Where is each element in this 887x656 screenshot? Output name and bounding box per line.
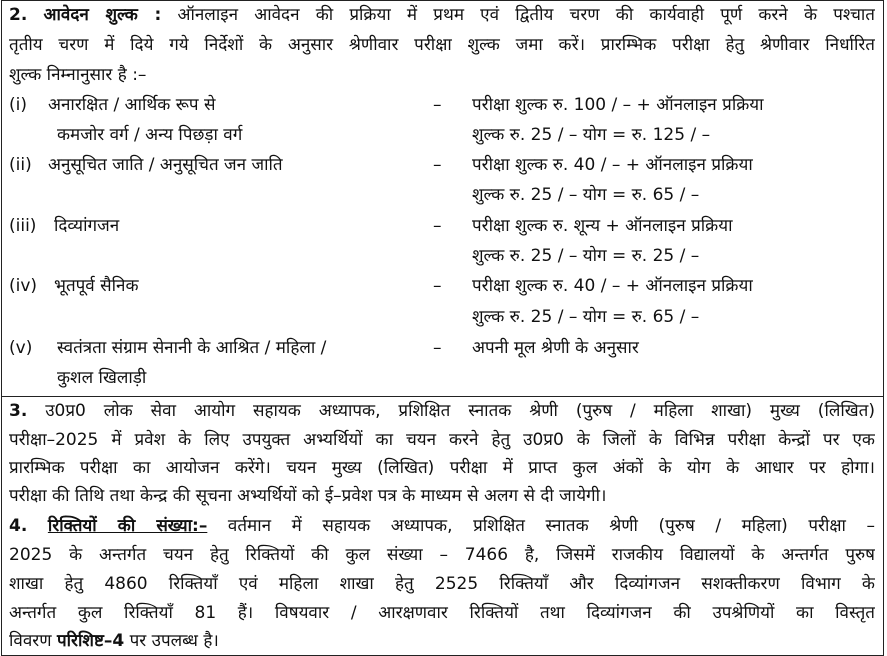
fee-row-1-category-line-1: अनारक्षित / आर्थिक रूप से	[48, 95, 216, 115]
section-3-line-1-text: उ0प्र0 लोक सेवा आयोग सहायक अध्यापक, प्रशिक्षित स्नातक श्रेणी (पुरुष / महिला शाखा) मुख्य (लिखित)	[45, 401, 875, 421]
fee-row-1-category-line-2: कमजोर वर्ग / अन्य पिछड़ा वर्ग	[57, 125, 243, 145]
fee-row-5-fee: अपनी मूल श्रेणी के अनुसार	[472, 338, 639, 358]
section-2-title: आवेदन शुल्क :	[43, 5, 162, 25]
section-4-line-3: शाखा हेतु 4860 रिक्तियाँ एवं महिला शाखा हेतु 2525 रिक्तियाँ और दिव्यांगजन सशक्तीकरण विभाग के	[9, 574, 875, 594]
fee-row-5-dash: –	[433, 338, 442, 358]
section-3-line-4: परीक्षा की तिथि तथा केन्द्र की सूचना अभ्यर्थियों को ई–प्रवेश पत्र के माध्यम से अलग से दी जायेगी।	[9, 486, 607, 506]
fee-row-4-number: (iv)	[9, 276, 38, 296]
fee-row-4-dash: –	[433, 276, 442, 296]
fee-row-1-dash: –	[433, 95, 442, 115]
section-3-line-2: परीक्षा–2025 में प्रवेश के लिए उपयुक्त अभ्यर्थियों का चयन करने हेतु उ0प्र0 के जिलों के विभिन्न परीक्षा केन्द्रों पर एक	[9, 430, 875, 450]
fee-row-2-number: (ii)	[9, 155, 32, 175]
section-3-line-1	[9, 396, 875, 426]
fee-row-2-dash: –	[433, 155, 442, 175]
section-4-line-2: 2025 के अन्तर्गत चयन हेतु रिक्तियों की कुल संख्या – 7466 है, जिसमें राजकीय विद्यालयों के अन्तर्गत पुरुष	[9, 545, 875, 565]
fee-row-2-fee-line-1: परीक्षा शुल्क रु. 40 / – + ऑनलाइन प्रक्रिया	[472, 155, 753, 175]
section-4-last-pre: विवरण	[9, 631, 52, 651]
section-4-last-post: पर उपलब्ध है।	[129, 631, 219, 651]
section-2-intro-text: ऑनलाइन आवेदन की प्रक्रिया में प्रथम एवं द्वितीय चरण की कार्यवाही पूर्ण करने के पश्चात	[177, 5, 875, 25]
fee-row-1-fee-line-2: शुल्क रु. 25 / – योग = रु. 125 / –	[472, 125, 711, 145]
section-4-number: 4.	[9, 516, 28, 536]
fee-row-1-number: (i)	[9, 95, 27, 115]
fee-row-4-fee-line-2: शुल्क रु. 25 / – योग = रु. 65 / –	[472, 307, 700, 327]
section-4-line-4: अन्तर्गत कुल रिक्तियाँ 81 हैं। विषयवार / आरक्षणवार रिक्तियों तथा दिव्यांगजन की उपश्रेणियों का विस्तृत	[9, 603, 875, 623]
appendix-reference: परिशिष्ट–4	[56, 631, 125, 651]
fee-row-3-category: दिव्यांगजन	[54, 216, 120, 236]
fee-row-2-category: अनुसूचित जाति / अनुसूचित जन जाति	[48, 155, 283, 175]
section-4-line-1	[9, 511, 875, 541]
fee-row-3-fee-line-2: शुल्क रु. 25 / – योग = रु. 25 / –	[472, 246, 700, 266]
fee-row-1-fee-line-1: परीक्षा शुल्क रु. 100 / – + ऑनलाइन प्रक्रिया	[472, 95, 764, 115]
fee-row-3-dash: –	[433, 216, 442, 236]
section-2-number: 2.	[9, 5, 28, 25]
section-2-intro-line-1	[9, 0, 875, 30]
section-4-line-1-text: वर्तमान में सहायक अध्यापक, प्रशिक्षित स्नातक श्रेणी (पुरुष / महिला) परीक्षा –	[227, 516, 875, 536]
section-4-line-5	[9, 626, 875, 656]
section-2-intro-line-3: शुल्क निम्नानुसार है :–	[9, 65, 147, 85]
section-3-number: 3.	[9, 401, 28, 421]
section-2-intro-line-2: तृतीय चरण में दिये गये निर्देशों के अनुसार श्रेणीवार परीक्षा शुल्क जमा करें। प्रारम्भिक परीक्षा हेतु श्रेणीवार निर्धारित	[9, 35, 875, 55]
fee-row-5-category-line-2: कुशल खिलाड़ी	[57, 368, 147, 388]
section-4-title: रिक्तियों की संख्या:–	[47, 516, 208, 536]
fee-row-5-category-line-1: स्वतंत्रता संग्राम सेनानी के आश्रित / महिला /	[57, 338, 327, 358]
fee-row-3-fee-line-1: परीक्षा शुल्क रु. शून्य + ऑनलाइन प्रक्रिया	[472, 216, 733, 236]
section-3-line-3: प्रारम्भिक परीक्षा का आयोजन करेंगे। चयन मुख्य (लिखित) परीक्षा में प्राप्त कुल अंकों के योग के आधार पर होगा।	[9, 458, 875, 478]
fee-row-2-fee-line-2: शुल्क रु. 25 / – योग = रु. 65 / –	[472, 185, 700, 205]
fee-row-3-number: (iii)	[9, 216, 37, 236]
fee-row-5-number: (v)	[9, 338, 33, 358]
fee-row-4-category: भूतपूर्व सैनिक	[54, 276, 139, 296]
fee-row-4-fee-line-1: परीक्षा शुल्क रु. 40 / – + ऑनलाइन प्रक्रिया	[472, 276, 753, 296]
